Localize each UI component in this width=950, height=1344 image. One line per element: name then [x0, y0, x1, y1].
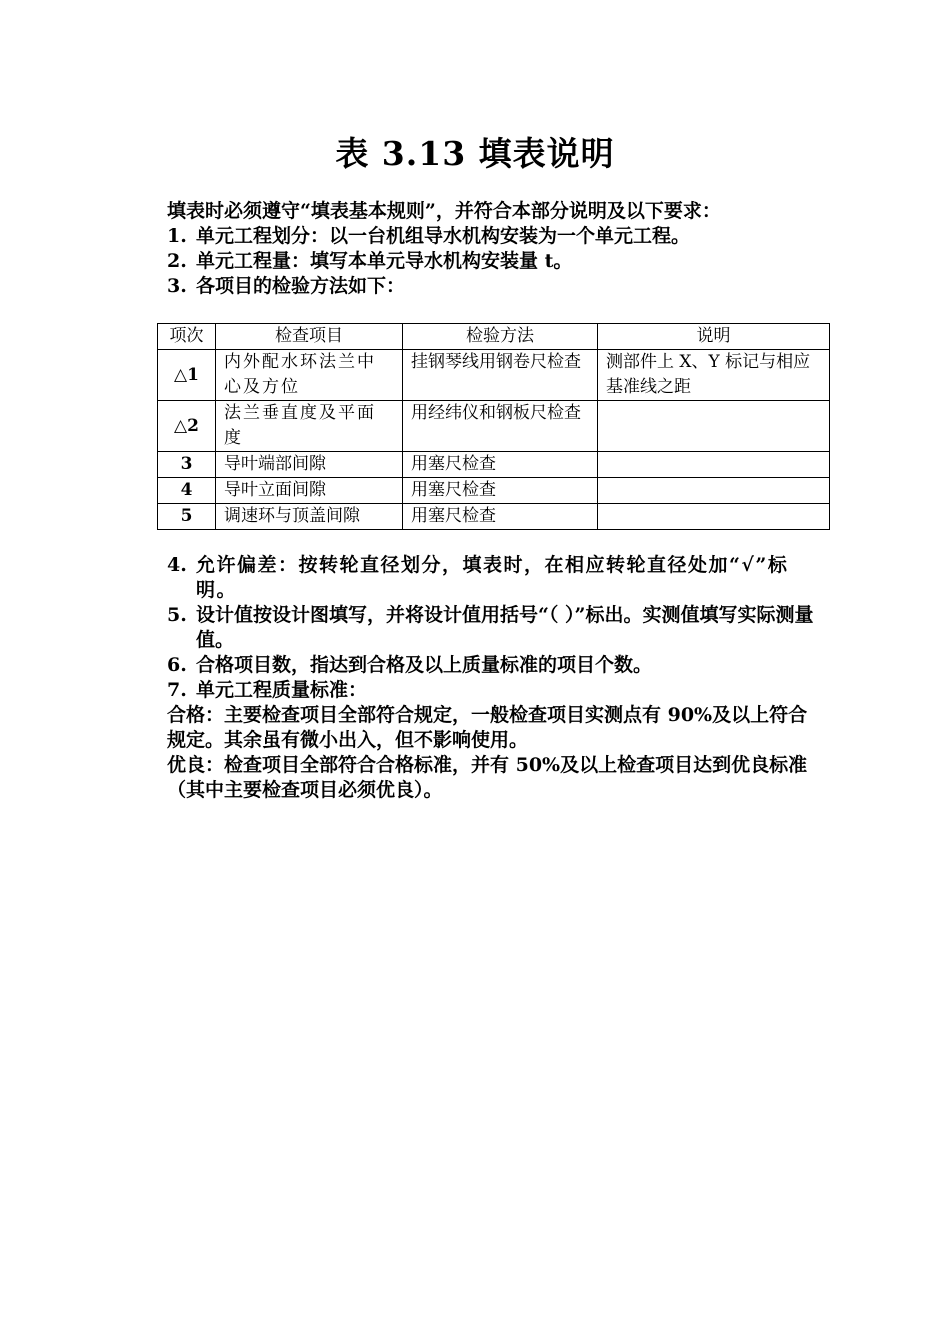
item-number: 7.	[167, 679, 187, 701]
cell-note	[598, 452, 830, 478]
inspection-table	[157, 323, 830, 530]
cell-no: △2	[158, 401, 216, 452]
list-item	[167, 249, 817, 274]
standard-pass: 合格：主要检查项目全部符合规定，一般检查项目实测点有 90%及以上符合规定。其余虽有微小出入，但不影响使用。	[167, 704, 808, 751]
table-row	[158, 350, 830, 401]
cell-item: 导叶端部间隙	[216, 452, 403, 478]
table-row	[158, 452, 830, 478]
cell-method: 用塞尺检查	[403, 504, 598, 530]
list-item	[167, 553, 817, 603]
table-row	[158, 478, 830, 504]
list-item	[167, 603, 817, 653]
cell-note	[598, 478, 830, 504]
item-text: 单元工程质量标准：	[196, 679, 368, 701]
cell-method: 挂钢琴线用钢卷尺检查	[403, 350, 598, 401]
list-item	[167, 224, 817, 249]
item-number: 4.	[167, 554, 187, 576]
cell-method: 用塞尺检查	[403, 478, 598, 504]
col-header-no: 项次	[158, 324, 216, 350]
item-number: 1.	[167, 225, 187, 247]
requirements-section	[167, 553, 817, 803]
item-text: 合格项目数，指达到合格及以上质量标准的项目个数。	[196, 654, 653, 676]
table-row	[158, 504, 830, 530]
cell-no: 3	[158, 452, 216, 478]
table-row	[158, 401, 830, 452]
col-header-item: 检查项目	[216, 324, 403, 350]
cell-no: 5	[158, 504, 216, 530]
cell-item: 法兰垂直度及平面度	[216, 401, 403, 452]
item-text: 各项目的检验方法如下：	[196, 275, 406, 297]
cell-note	[598, 504, 830, 530]
cell-method: 用塞尺检查	[403, 452, 598, 478]
table-header-row	[158, 324, 830, 350]
item-number: 5.	[167, 604, 187, 626]
col-header-note: 说明	[598, 324, 830, 350]
item-text: 单元工程划分：以一台机组导水机构安装为一个单元工程。	[196, 225, 691, 247]
cell-item: 调速环与顶盖间隙	[216, 504, 403, 530]
cell-item: 内外配水环法兰中心及方位	[216, 350, 403, 401]
cell-note: 测部件上 X、Y 标记与相应基准线之距	[598, 350, 830, 401]
item-number: 3.	[167, 275, 187, 297]
cell-method: 用经纬仪和钢板尺检查	[403, 401, 598, 452]
item-text: 单元工程量：填写本单元导水机构安装量 t。	[196, 250, 573, 272]
cell-no: 4	[158, 478, 216, 504]
item-text: 允许偏差：按转轮直径划分，填表时，在相应转轮直径处加“√”标明。	[196, 554, 789, 601]
list-item	[167, 653, 817, 678]
item-text: 设计值按设计图填写，并将设计值用括号“（ ）”标出。实测值填写实际测量值。	[196, 604, 814, 651]
col-header-method: 检验方法	[403, 324, 598, 350]
list-item	[167, 678, 817, 703]
standard-excellent: 优良：检查项目全部符合合格标准，并有 50%及以上检查项目达到优良标准（其中主要检查项目必须优良）。	[167, 754, 808, 801]
list-item	[167, 274, 817, 299]
cell-note	[598, 401, 830, 452]
intro-lead: 填表时必须遵守“填表基本规则”，并符合本部分说明及以下要求：	[167, 200, 721, 222]
intro-section	[167, 199, 817, 299]
cell-item: 导叶立面间隙	[216, 478, 403, 504]
page-title: 表 3.13 填表说明	[335, 134, 615, 173]
item-number: 6.	[167, 654, 187, 676]
cell-no: △1	[158, 350, 216, 401]
item-number: 2.	[167, 250, 187, 272]
